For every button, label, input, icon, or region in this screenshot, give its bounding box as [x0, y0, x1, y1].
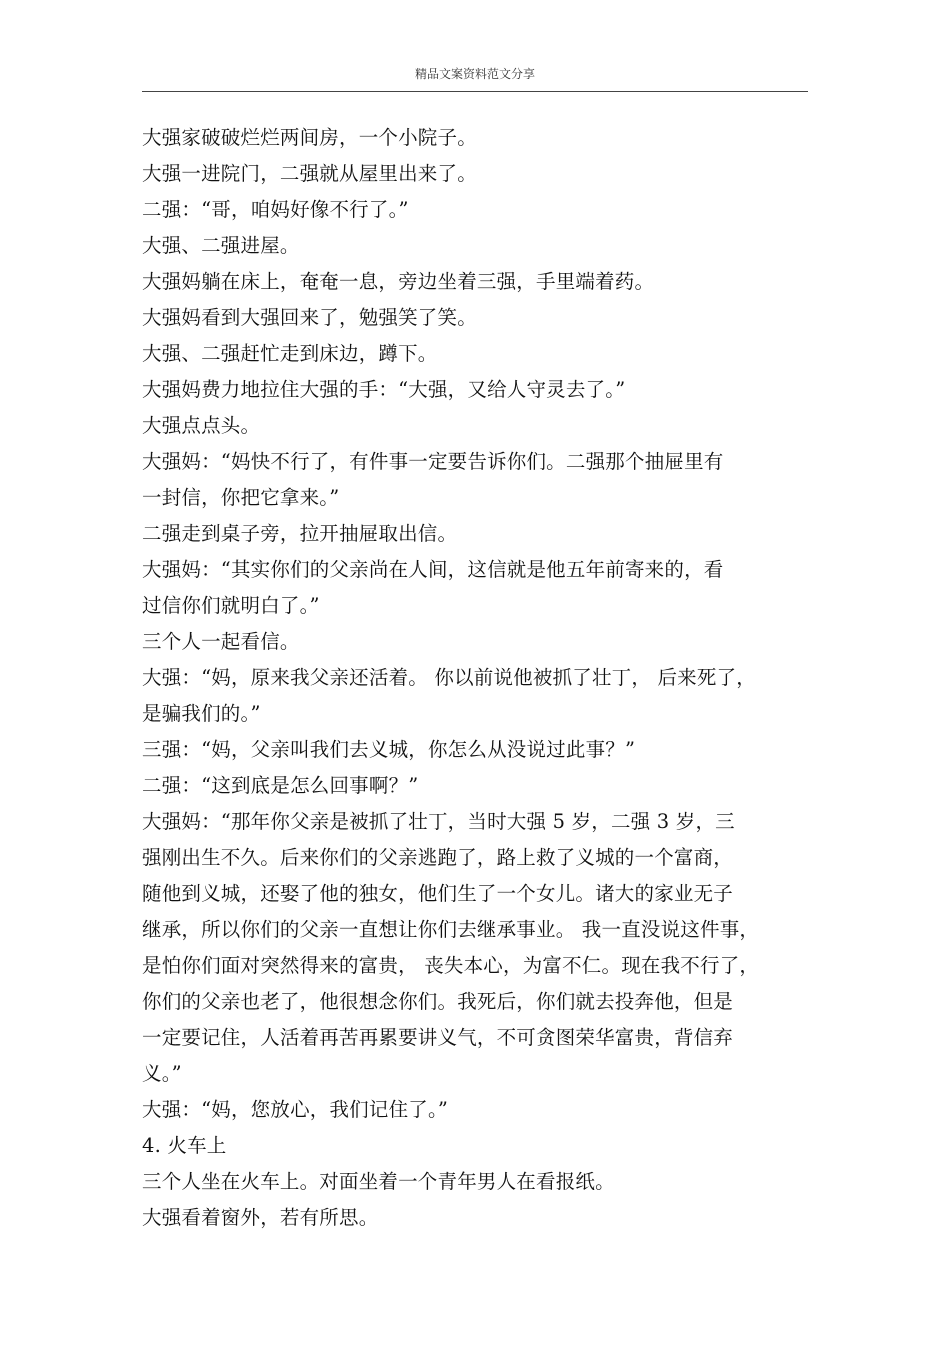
text-line: 二强：“这到底是怎么回事啊？”: [142, 774, 419, 797]
text-line: 大强、二强赶忙走到床边，蹲下。: [142, 342, 438, 365]
section-heading: 4. 火车上: [142, 1134, 227, 1157]
text-line: 大强：“妈，您放心，我们记住了。”: [142, 1098, 449, 1121]
text-line: 大强妈看到大强回来了，勉强笑了笑。: [142, 306, 477, 329]
text-line: 大强家破破烂烂两间房，一个小院子。: [142, 126, 477, 149]
text-line: 大强点点头。: [142, 414, 261, 437]
text-line: 三强：“妈，父亲叫我们去义城，你怎么从没说过此事？”: [142, 738, 636, 761]
text-line: 三个人坐在火车上。对面坐着一个青年男人在看报纸。: [142, 1170, 615, 1193]
text-line: 一定要记住，人活着再苦再累要讲义气，不可贪图荣华富贵，背信弃: [142, 1026, 734, 1049]
page-header: 精品文案资料范文分享: [414, 67, 535, 81]
text-line: 大强、二强进屋。: [142, 234, 300, 257]
text-line: 你们的父亲也老了，他很想念你们。我死后，你们就去投奔他，但是: [142, 990, 734, 1013]
text-line: 继承，所以你们的父亲一直想让你们去继承事业。 我一直没说这件事，: [142, 918, 760, 941]
header-divider: [142, 91, 808, 92]
text-line: 大强妈：“妈快不行了，有件事一定要告诉你们。二强那个抽屉里有: [142, 450, 724, 473]
text-line: 大强看着窗外，若有所思。: [142, 1206, 379, 1229]
text-line: 大强一进院门，二强就从屋里出来了。: [142, 162, 477, 185]
text-line: 二强走到桌子旁，拉开抽屉取出信。: [142, 522, 458, 545]
text-line: 是怕你们面对突然得来的富贵， 丧失本心，为富不仁。现在我不行了，: [142, 954, 760, 977]
text-line: 是骗我们的。”: [142, 702, 261, 725]
text-line: 一封信，你把它拿来。”: [142, 486, 340, 509]
text-line: 大强妈：“那年你父亲是被抓了壮丁，当时大强 5 岁，二强 3 岁，三: [142, 810, 735, 833]
text-line: 过信你们就明白了。”: [142, 594, 320, 617]
text-line: 义。”: [142, 1062, 182, 1085]
text-line: 三个人一起看信。: [142, 630, 300, 653]
text-line: 二强：“哥，咱妈好像不行了。”: [142, 198, 409, 221]
text-line: 大强妈躺在床上，奄奄一息，旁边坐着三强，手里端着药。: [142, 270, 655, 293]
text-line: 大强妈费力地拉住大强的手：“大强，又给人守灵去了。”: [142, 378, 626, 401]
text-line: 大强妈：“其实你们的父亲尚在人间，这信就是他五年前寄来的，看: [142, 558, 724, 581]
text-line: 随他到义城，还娶了他的独女，他们生了一个女儿。诸大的家业无子: [142, 882, 734, 905]
document-body: [142, 120, 812, 1236]
text-line: 强刚出生不久。后来你们的父亲逃跑了，路上救了义城的一个富商，: [142, 846, 734, 869]
text-line: 大强：“妈，原来我父亲还活着。 你以前说他被抓了壮丁， 后来死了，: [142, 666, 756, 689]
